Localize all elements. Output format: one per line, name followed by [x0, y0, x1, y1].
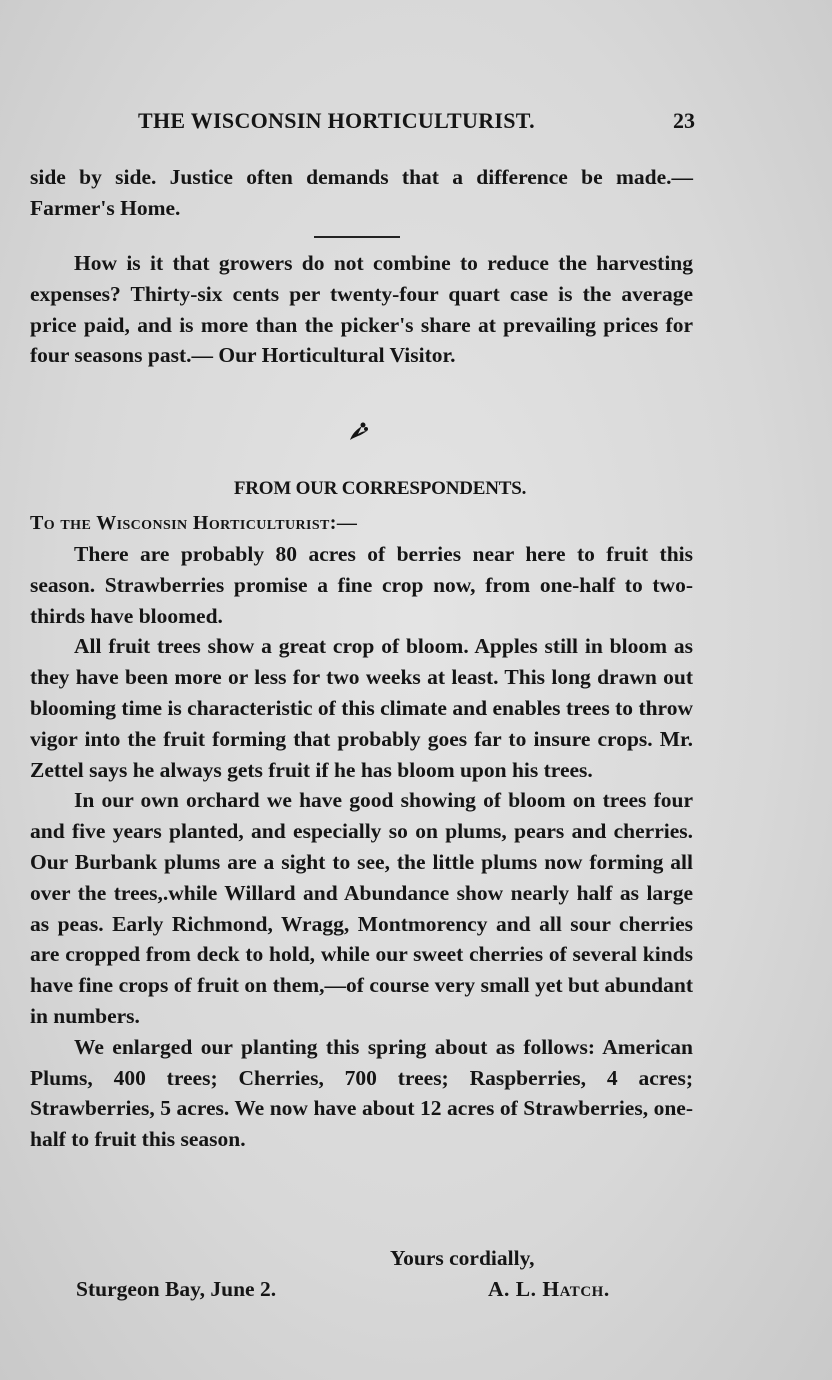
letter-paragraph: All fruit trees show a great crop of bloom. Apples still in bloom as they have been more or less for two weeks at least. This long drawn out blooming time is characteristic of this climate and enables trees to throw vigor into the fruit forming that probably goes far to insure crops. Mr. Zettel says he always gets fruit if he has bloom upon his trees.	[30, 634, 693, 782]
page-header	[30, 108, 695, 138]
page-number: 23	[673, 108, 695, 133]
letter-body	[30, 539, 693, 1155]
running-title: THE WISCONSIN HORTICULTURIST.	[138, 108, 535, 133]
section-divider	[314, 236, 400, 238]
fleuron-icon	[346, 420, 370, 444]
letter-salutation: To the Wisconsin Horticulturist:—	[30, 512, 358, 534]
letter-place-date: Sturgeon Bay, June 2.	[76, 1277, 277, 1301]
letter-paragraph: In our own orchard we have good showing of bloom on trees four and five years planted, and especially so on plums, pears and cherries. Our Burbank plums are a sight to see, the little plums now forming all over the trees,.while Willard and Abundance show nearly half as large as peas. Early Richmond, Wragg, Montmorency and all sour cherries are cropped from deck to hold, while our sweet cherries of several kinds have fine crops of fruit on them,—of course very small yet but abundant in numbers.	[30, 788, 693, 1028]
letter-closing: Yours cordially,	[390, 1246, 535, 1270]
letter-signature: A. L. Hatch.	[488, 1277, 610, 1301]
letter-paragraph: There are probably 80 acres of berries near here to fruit this season. Strawberries promise a fine crop now, from one-half to two-thirds have bloomed.	[30, 542, 693, 628]
section-heading: FROM OUR CORRESPONDENTS.	[233, 478, 527, 499]
continuation-text: side by side. Justice often demands that a difference be made.—Farmer's Home.	[30, 165, 693, 220]
visitor-item	[30, 248, 693, 371]
letter-paragraph: We enlarged our planting this spring about as follows: American Plums, 400 trees; Cherries, 700 trees; Raspberries, 4 acres; Strawberries, 5 acres. We now have about 12 acres of Strawberries, one-half to fruit this season.	[30, 1034, 693, 1152]
visitor-item-text: How is it that growers do not combine to reduce the harvesting expenses? Thirty-six cents per twenty-four quart case is the average price paid, and is more than the picker's share at prevailing prices for four seasons past.— Our Horticultural Visitor.	[30, 251, 693, 368]
continuation-paragraph	[30, 162, 693, 224]
